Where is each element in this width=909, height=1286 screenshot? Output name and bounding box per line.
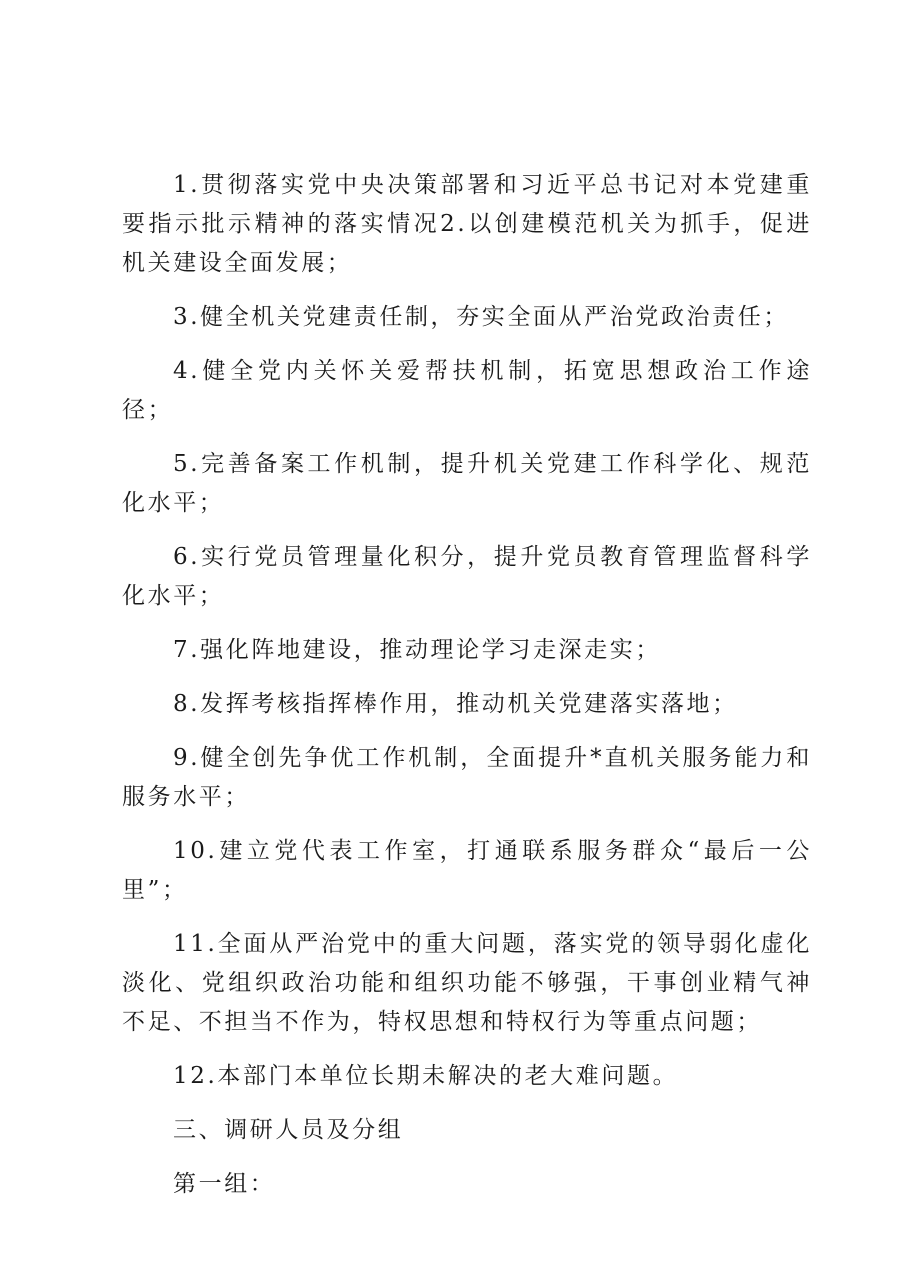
list-item-11: 11.全面从严治党中的重大问题，落实党的领导弱化虚化淡化、党组织政治功能和组织功能不够强，干事创业精气神不足、不担当不作为，特权思想和特权行为等重点问题； (122, 931, 812, 1035)
list-item-8: 8.发挥考核指挥棒作用，推动机关党建落实落地； (173, 691, 738, 717)
list-item-7: 7.强化阵地建设，推动理论学习走深走实； (173, 637, 661, 663)
group-label: 第一组： (173, 1171, 276, 1197)
list-item-10: 10.建立党代表工作室，打通联系服务群众“最后一公里”； (122, 838, 812, 903)
list-item-9: 9.健全创先争优工作机制，全面提升*直机关服务能力和服务水平； (122, 745, 812, 810)
document-body (122, 166, 812, 1219)
section-heading: 三、调研人员及分组 (173, 1117, 404, 1143)
list-item-1: 1.贯彻落实党中央决策部署和习近平总书记对本党建重要指示批示精神的落实情况2.以创建模范机关为抓手，促进机关建设全面发展； (122, 172, 812, 276)
list-item-6: 6.实行党员管理量化积分，提升党员教育管理监督科学化水平； (122, 544, 812, 609)
list-item-4: 4.健全党内关怀关爱帮扶机制，拓宽思想政治工作途径； (122, 358, 812, 423)
list-item-5: 5.完善备案工作机制，提升机关党建工作科学化、规范化水平； (122, 451, 812, 516)
list-item-12: 12.本部门本单位长期未解决的老大难问题。 (173, 1063, 679, 1089)
list-item-3: 3.健全机关党建责任制，夯实全面从严治党政治责任； (173, 304, 789, 330)
